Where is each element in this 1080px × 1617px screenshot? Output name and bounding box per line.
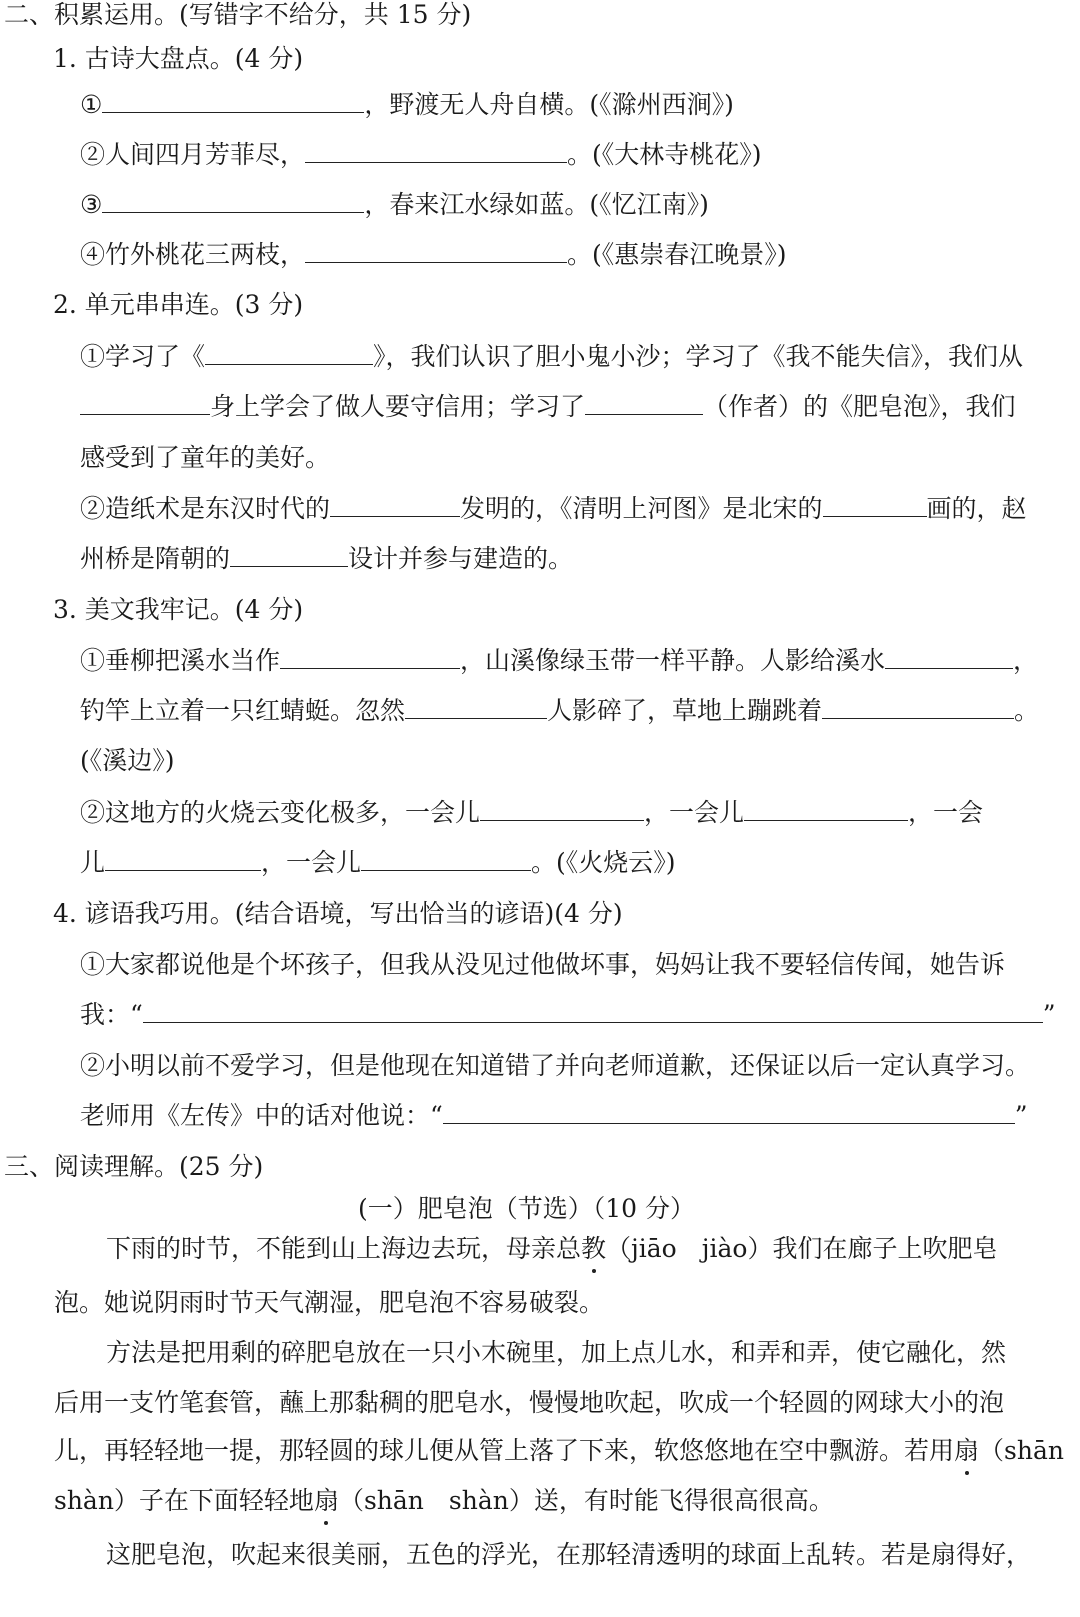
section2-title: 二、积累运用。(写错字不给分，共 15 分)	[4, 0, 472, 29]
answer-blank[interactable]	[280, 644, 460, 669]
passage-line-3: 方法是把用剩的碎肥皂放在一只小木碗里，加上点儿水，和弄和弄，使它融化，然	[106, 1338, 1007, 1367]
passage-line-5: 儿，再轻轻地一提，那轻圆的球儿便从管上落了下来，软悠悠地在空中飘游。若用扇（shān	[54, 1434, 1064, 1468]
answer-blank[interactable]	[744, 796, 908, 821]
q1-item-2: ②人间四月芳菲尽， 。(《大林寺桃花》)	[80, 140, 762, 169]
q1-item-3: ③ ，春来江水绿如蓝。(《忆江南》)	[80, 190, 709, 219]
passage-line-6: shàn）子在下面轻轻地扇（shān shàn）送，有时能飞得很高很高。	[54, 1484, 834, 1518]
answer-blank[interactable]	[822, 694, 1014, 719]
answer-blank[interactable]	[885, 644, 1013, 669]
q4-line-2: 我：“ ”	[80, 1000, 1056, 1029]
answer-blank[interactable]	[361, 846, 531, 871]
answer-blank[interactable]	[80, 390, 210, 415]
answer-blank[interactable]	[305, 238, 567, 263]
answer-blank[interactable]	[102, 88, 364, 113]
passage-line-2: 泡。她说阴雨时节天气潮湿，肥皂泡不容易破裂。	[54, 1288, 605, 1317]
q2-line-5: 州桥是隋朝的 设计并参与建造的。	[80, 544, 574, 573]
q4-line-4: 老师用《左传》中的话对他说：“ ”	[80, 1101, 1028, 1130]
passage-line-4: 后用一支竹笔套管，蘸上那黏稠的肥皂水，慢慢地吹起，吹成一个轻圆的网球大小的泡	[54, 1388, 1005, 1417]
answer-blank[interactable]	[105, 846, 261, 871]
answer-blank[interactable]	[585, 390, 703, 415]
passage-line-7: 这肥皂泡，吹起来很美丽，五色的浮光，在那轻清透明的球面上乱转。若是扇得好，	[106, 1540, 1032, 1569]
q2-line-3: 感受到了童年的美好。	[80, 443, 331, 472]
answer-blank[interactable]	[480, 796, 644, 821]
answer-blank[interactable]	[205, 340, 373, 365]
answer-blank[interactable]	[405, 694, 547, 719]
passage-title: (一）肥皂泡（节选）（10 分）	[358, 1194, 696, 1223]
q3-line-2: 钓竿上立着一只红蜻蜓。忽然 人影碎了，草地上蹦跳着 。	[80, 696, 1040, 725]
q4-line-3: ②小明以前不爱学习，但是他现在知道错了并向老师道歉，还保证以后一定认真学习。	[80, 1051, 1031, 1080]
q4-line-1: ①大家都说他是个坏孩子，但我从没见过他做坏事，妈妈让我不要轻信传闻，她告诉	[80, 950, 1006, 979]
q4-title: 4. 谚语我巧用。(结合语境，写出恰当的谚语)(4 分)	[53, 899, 623, 928]
q3-line-1: ①垂柳把溪水当作 ，山溪像绿玉带一样平静。人影给溪水 ，	[80, 646, 1039, 675]
q2-line-4: ②造纸术是东汉时代的 发明的，《清明上河图》是北宋的 画的，赵	[80, 494, 1027, 523]
q1-item-4: ④竹外桃花三两枝， 。(《惠崇春江晚景》)	[80, 240, 787, 269]
answer-blank[interactable]	[230, 542, 348, 567]
q2-line-1: ①学习了《 》，我们认识了胆小鬼小沙；学习了《我不能失信》，我们从	[80, 342, 1024, 371]
answer-blank[interactable]	[143, 998, 1043, 1023]
q1-item-1: ① ，野渡无人舟自横。(《滁州西涧》)	[80, 90, 734, 119]
answer-blank[interactable]	[102, 188, 364, 213]
answer-blank[interactable]	[823, 492, 927, 517]
q3-line-5: 儿 ，一会儿 。(《火烧云》)	[80, 848, 676, 877]
q2-title: 2. 单元串串连。(3 分)	[53, 290, 304, 319]
answer-blank[interactable]	[330, 492, 460, 517]
q2-line-2: 身上学会了做人要守信用；学习了 （作者）的《肥皂泡》，我们	[80, 390, 1016, 424]
answer-blank[interactable]	[443, 1099, 1015, 1124]
q3-title: 3. 美文我牢记。(4 分)	[53, 595, 304, 624]
q1-title: 1. 古诗大盘点。(4 分)	[53, 44, 304, 73]
q3-line-4: ②这地方的火烧云变化极多，一会儿 ，一会儿 ，一会	[80, 798, 984, 827]
q3-line-3: (《溪边》)	[80, 746, 175, 775]
answer-blank[interactable]	[305, 138, 567, 163]
passage-line-1: 下雨的时节，不能到山上海边去玩，母亲总教（jiāo jiào）我们在廊子上吹肥皂	[106, 1232, 997, 1266]
section3-title: 三、阅读理解。(25 分)	[4, 1152, 264, 1181]
